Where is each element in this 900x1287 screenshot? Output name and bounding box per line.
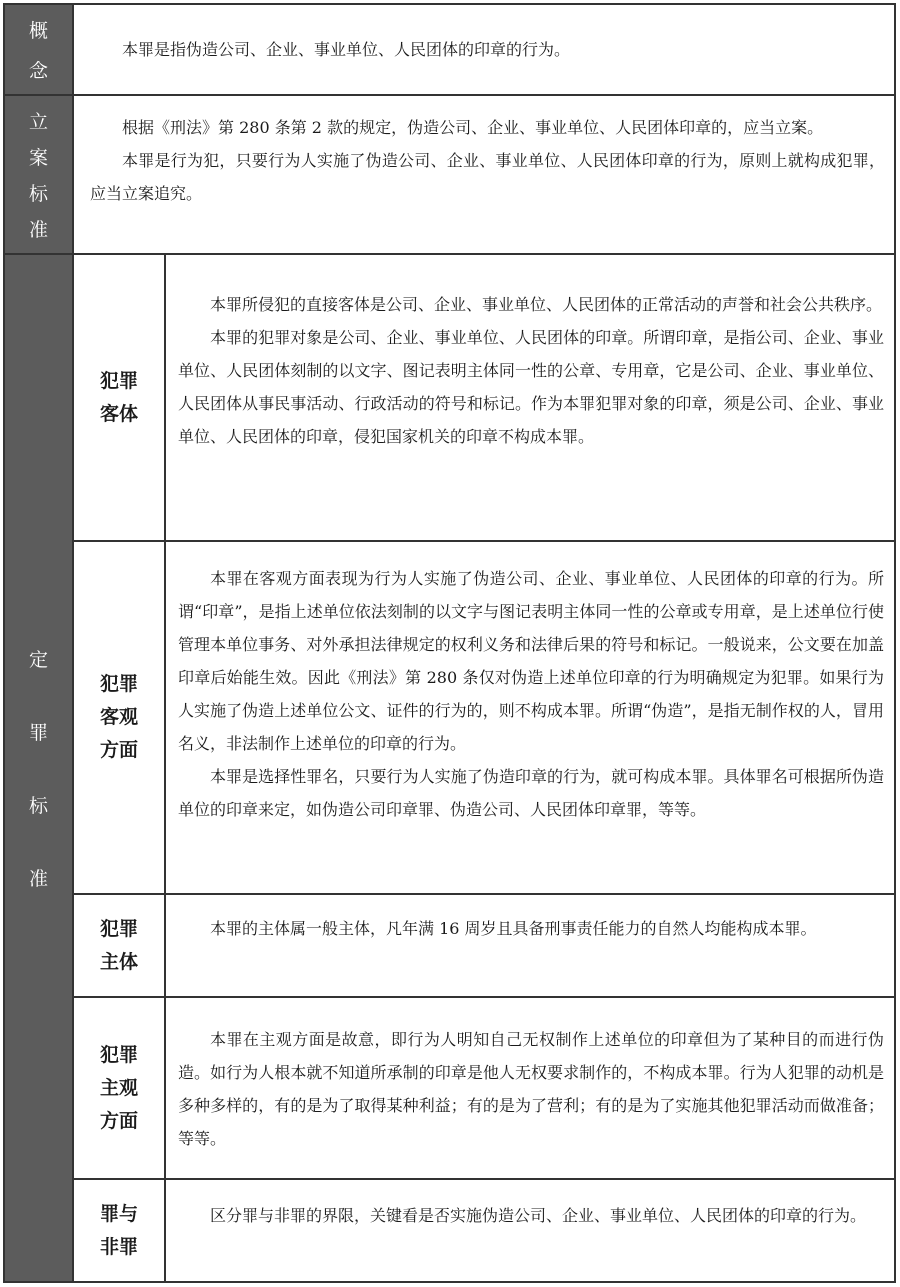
heading-line: 主观 [99, 1076, 138, 1099]
heading-line: 客观 [99, 706, 138, 728]
paragraph: 本罪是指伪造公司、企业、事业单位、人民团体的印章的行为。 [122, 40, 571, 59]
concept-content [90, 33, 885, 66]
row-divider [5, 94, 894, 96]
paragraph: 本罪是选择性罪名，只要行为人实施了伪造印章的行为，就可构成本罪。具体罪名可根据所伪造单位的印章来定，如伪造公司印章罪、伪造公司、人民团体印章罪，等等。 [178, 767, 884, 819]
section-content-subjective-aspect [178, 1023, 884, 1155]
section-divider [74, 996, 894, 998]
heading-line: 犯罪 [99, 917, 138, 940]
paragraph: 本罪在客观方面表现为行为人实施了伪造公司、企业、事业单位、人民团体的印章的行为。所谓“印章”，是指上述单位依法刻制的以文字与图记表明主体同一性的公章或专用章，是上述单位行使管理本单位事务、对外承担法律规定的权利义务和法律后果的符号和标记。一般说来，公文要在加盖印章后始能生效。因此《刑法》第 280 条仅对伪造上述单位印章的行为明确规定为犯罪。如果行为人实施了伪造上述单位公文、证件的行为的，则不构成本罪。所谓“伪造”，是指无制作权的人，冒用名义，非法制作上述单位的印章的行为。 [178, 569, 884, 753]
subhead-divider [164, 255, 166, 1281]
section-content-objective-aspect [178, 562, 884, 826]
filing-label-char: 案 [28, 146, 48, 169]
section-heading-crime-vs-noncrime [74, 1180, 164, 1281]
filing-standard-label [5, 96, 72, 253]
heading-line: 犯罪 [99, 1043, 138, 1066]
paragraph: 本罪的犯罪对象是公司、企业、事业单位、人民团体的印章。所谓印章，是指公司、企业、事业单位、人民团体刻制的以文字、图记表明主体同一性的公章、专用章，它是公司、企业、事业单位、人民团体从事民事活动、行政活动的符号和标记。作为本罪犯罪对象的印章，须是公司、企业、事业单位、人民团体的印章，侵犯国家机关的印章不构成本罪。 [178, 328, 884, 446]
conviction-label-char: 定 [28, 649, 48, 671]
filing-label-char: 标 [28, 183, 48, 206]
section-heading-objective-aspect [74, 542, 164, 893]
section-divider [74, 893, 894, 895]
filing-standard-content [90, 111, 885, 210]
heading-line: 主体 [99, 950, 138, 973]
conviction-label-char: 罪 [28, 722, 48, 744]
heading-line: 方面 [99, 1109, 138, 1132]
section-divider [74, 1178, 894, 1180]
filing-label-char: 立 [28, 110, 48, 133]
conviction-label-char: 标 [28, 795, 48, 817]
paragraph: 本罪的主体属一般主体，凡年满 16 周岁且具备刑事责任能力的自然人均能构成本罪。 [210, 919, 817, 938]
section-heading-subject [74, 895, 164, 996]
concept-label [5, 5, 72, 94]
paragraph: 根据《刑法》第 280 条第 2 款的规定，伪造公司、企业、事业单位、人民团体印章的，应当立案。 [122, 118, 824, 137]
paragraph: 本罪在主观方面是故意，即行为人明知自己无权制作上述单位的印章但为了某种目的而进行伪造。如行为人根本就不知道所承制的印章是他人无权要求制作的，不构成本罪。行为人犯罪的动机是多种多样的，有的是为了取得某种利益；有的是为了营利；有的是为了实施其他犯罪活动而做准备；等等。 [178, 1030, 884, 1148]
filing-label-char: 准 [28, 219, 48, 242]
paragraph: 本罪是行为犯，只要行为人实施了伪造公司、企业、事业单位、人民团体印章的行为，原则上就构成犯罪，应当立案追究。 [90, 151, 885, 203]
conviction-label-char: 准 [28, 868, 48, 890]
heading-line: 方面 [99, 739, 138, 761]
section-divider [74, 540, 894, 542]
heading-line: 犯罪 [99, 369, 138, 392]
section-content-subject [178, 912, 884, 945]
heading-line: 客体 [99, 402, 138, 425]
section-content-object [178, 288, 884, 453]
section-heading-subjective-aspect [74, 998, 164, 1178]
paragraph: 区分罪与非罪的界限，关键看是否实施伪造公司、企业、事业单位、人民团体的印章的行为。 [210, 1206, 867, 1225]
heading-line: 非罪 [99, 1235, 138, 1258]
section-content-crime-vs-noncrime [178, 1199, 884, 1232]
section-heading-object [74, 255, 164, 540]
concept-label-char: 念 [28, 60, 48, 83]
heading-line: 罪与 [99, 1202, 138, 1225]
heading-line: 犯罪 [99, 673, 138, 695]
concept-label-char: 概 [28, 19, 48, 42]
paragraph: 本罪所侵犯的直接客体是公司、企业、事业单位、人民团体的正常活动的声誉和社会公共秩序。 [210, 295, 883, 314]
conviction-standard-label [5, 255, 72, 1281]
